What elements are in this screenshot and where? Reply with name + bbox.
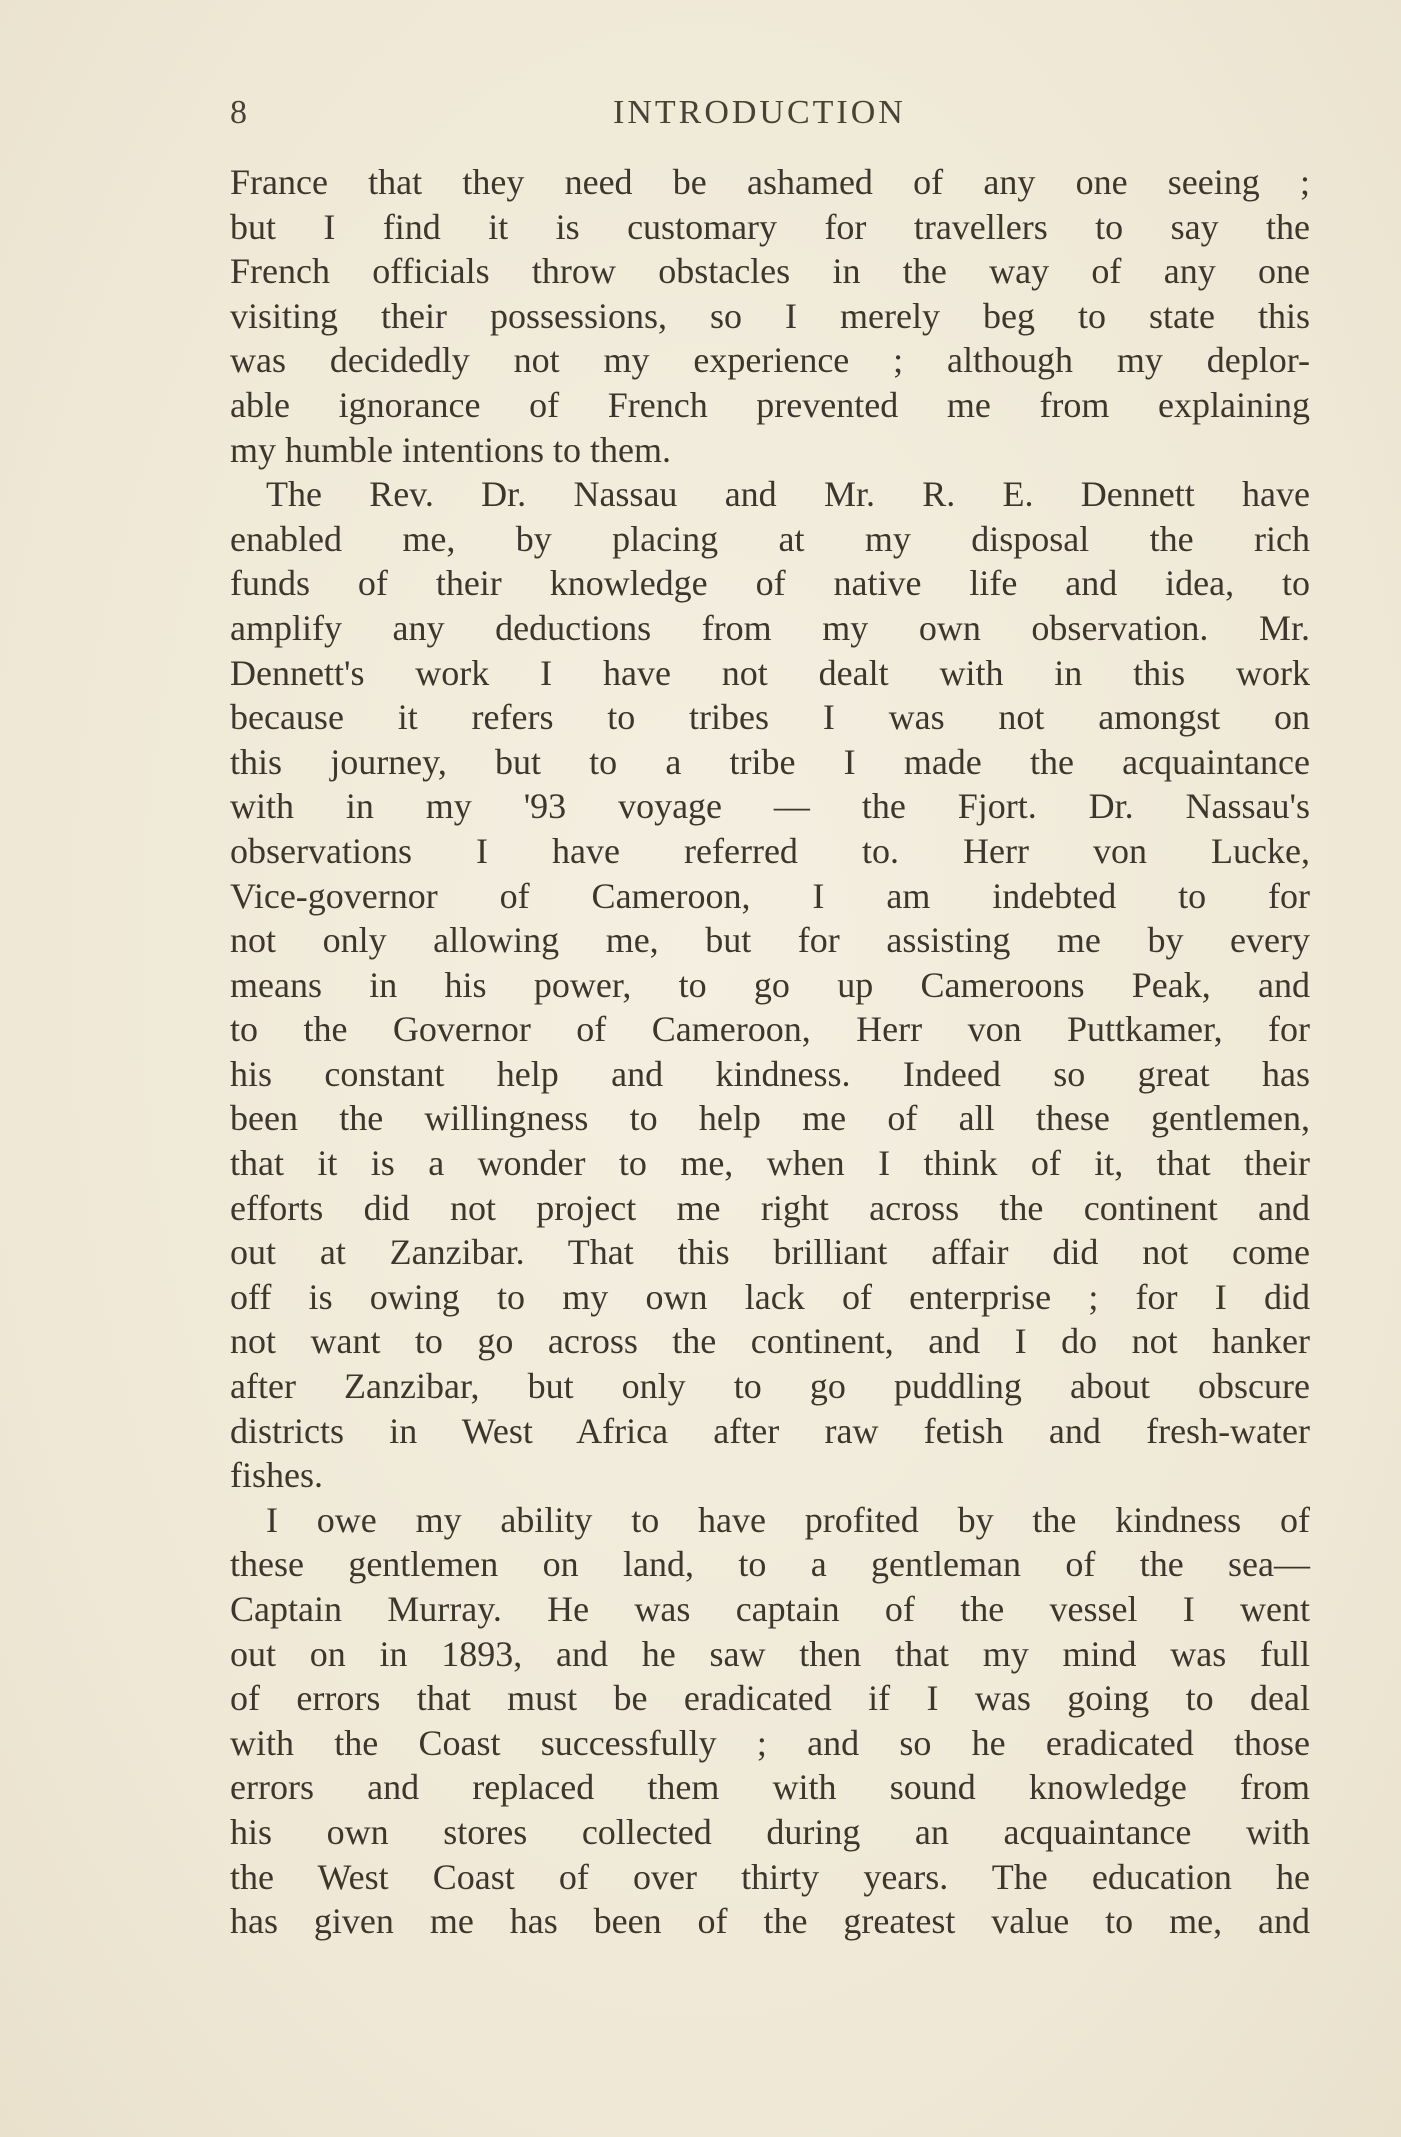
text-line: has given me has been of the greatest value to me, and [230, 1901, 1310, 1942]
text-line: his own stores collected during an acquaintance with [230, 1811, 1310, 1852]
text-line: of errors that must be eradicated if I was going to deal [230, 1678, 1310, 1719]
text-line: these gentlemen on land, to a gentleman of the sea— [230, 1544, 1310, 1585]
body-text [230, 160, 1310, 1944]
text-line: districts in West Africa after raw fetish and fresh-water [230, 1410, 1310, 1451]
chapter-title: INTRODUCTION [613, 94, 906, 131]
text-line: not want to go across the continent, and I do not hanker [230, 1321, 1310, 1362]
text-line: this journey, but to a tribe I made the acquaintance [230, 741, 1310, 782]
text-line: French officials throw obstacles in the way of any one [230, 251, 1310, 292]
text-line: visiting their possessions, so I merely beg to state this [230, 295, 1310, 336]
text-line: was decidedly not my experience ; although my deplor- [230, 340, 1310, 381]
text-line: after Zanzibar, but only to go puddling about obscure [230, 1366, 1310, 1407]
text-line: been the willingness to help me of all these gentlemen, [230, 1098, 1310, 1139]
text-line: France that they need be ashamed of any one seeing ; [230, 162, 1310, 202]
text-line: means in his power, to go up Cameroons Peak, and [230, 964, 1310, 1005]
text-line: because it refers to tribes I was not amongst on [230, 697, 1310, 738]
text-line: enabled me, by placing at my disposal the rich [230, 518, 1310, 559]
text-line: that it is a wonder to me, when I think of it, that their [230, 1143, 1310, 1184]
text-line: efforts did not project me right across the continent and [230, 1187, 1310, 1228]
text-line: funds of their knowledge of native life and idea, to [230, 563, 1310, 604]
page-number: 8 [230, 94, 247, 131]
text-line: but I find it is customary for travellers to say the [230, 206, 1310, 247]
text-line: I owe my ability to have profited by the kindness of [266, 1499, 1310, 1540]
text-line: not only allowing me, but for assisting me by every [230, 920, 1310, 961]
text-line: his constant help and kindness. Indeed so great has [230, 1053, 1310, 1094]
text-line: out on in 1893, and he saw then that my mind was full [230, 1633, 1310, 1674]
text-line: amplify any deductions from my own observation. Mr. [230, 607, 1310, 648]
running-head [230, 94, 1300, 144]
text-line: with the Coast successfully ; and so he eradicated those [230, 1722, 1310, 1763]
text-line: Vice-governor of Cameroon, I am indebted to for [230, 875, 1310, 916]
text-line: the West Coast of over thirty years. The education he [230, 1856, 1310, 1897]
text-line: fishes. [230, 1455, 323, 1496]
text-line: errors and replaced them with sound knowledge from [230, 1767, 1310, 1808]
text-line: able ignorance of French prevented me from explaining [230, 384, 1310, 425]
text-line: my humble intentions to them. [230, 429, 671, 470]
text-line: The Rev. Dr. Nassau and Mr. R. E. Dennett have [266, 474, 1310, 515]
text-line: out at Zanzibar. That this brilliant affair did not come [230, 1232, 1310, 1273]
text-line: to the Governor of Cameroon, Herr von Puttkamer, for [230, 1009, 1310, 1050]
text-line: observations I have referred to. Herr von Lucke, [230, 830, 1310, 871]
text-line: with in my '93 voyage — the Fjort. Dr. Nassau's [230, 786, 1310, 827]
text-line: Captain Murray. He was captain of the vessel I went [230, 1589, 1310, 1629]
text-line: off is owing to my own lack of enterprise ; for I did [230, 1276, 1310, 1317]
text-line: Dennett's work I have not dealt with in this work [230, 652, 1310, 693]
